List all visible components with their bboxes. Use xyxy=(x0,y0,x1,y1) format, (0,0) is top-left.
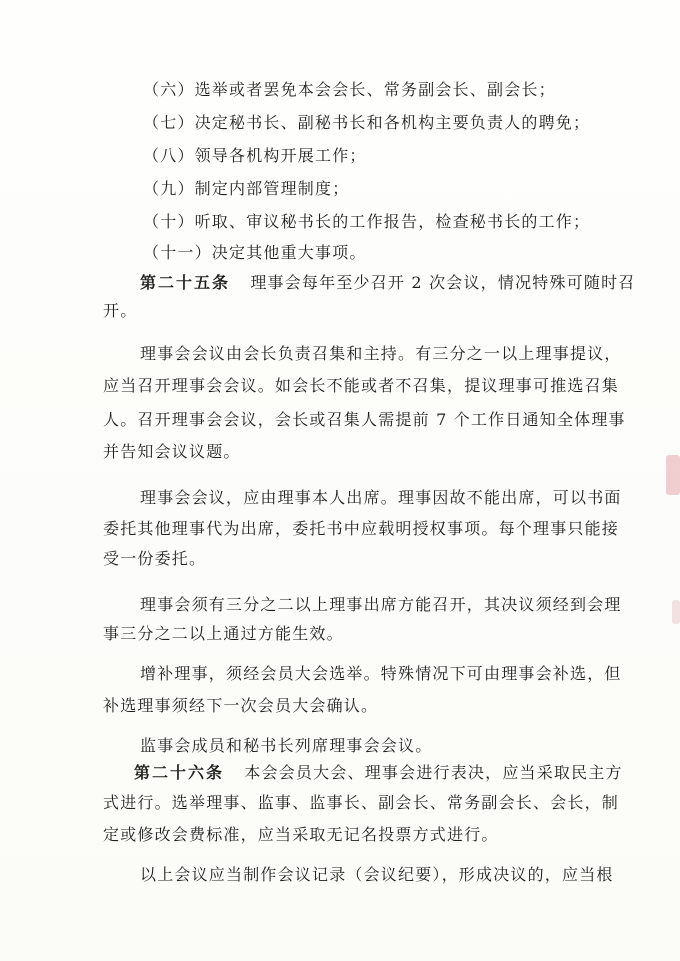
convene-line-1: 理事会会议由会长负责召集和主持。有三分之一以上理事提议， xyxy=(140,344,622,363)
list-item-7: （七）决定秘书长、副秘书长和各机构主要负责人的聘免； xyxy=(143,113,591,132)
observers-line: 监事会成员和秘书长列席理事会会议。 xyxy=(140,736,433,755)
quorum-line-1: 理事会须有三分之二以上理事出席方能召开，其决议须经到会理 xyxy=(140,595,622,614)
convene-line-2: 应当召开理事会会议。如会长不能或者不召集，提议理事可推选召集 xyxy=(103,376,620,395)
article-25-text: 理事会每年至少召开 2 次会议，情况特殊可随时召 xyxy=(250,273,636,292)
article-26-first-line xyxy=(134,763,623,783)
list-item-6: （六）选举或者罢免本会会长、常务副会长、副会长； xyxy=(143,80,556,99)
article-26-line-2: 式进行。选举理事、监事、监事长、副会长、常务副会长、会长，制 xyxy=(103,793,620,812)
list-item-9: （九）制定内部管理制度； xyxy=(143,179,350,198)
article-26-text: 本会会员大会、理事会进行表决，应当采取民主方 xyxy=(244,763,623,782)
convene-line-3: 人。召开理事会会议，会长或召集人需提前 7 个工作日通知全体理事 xyxy=(103,410,626,429)
article-26-line-3: 定或修改会费标准，应当采取无记名投票方式进行。 xyxy=(103,825,499,844)
convene-line-4: 并告知会议议题。 xyxy=(103,442,241,461)
supplement-line-2: 补选理事须经下一次会员大会确认。 xyxy=(103,696,379,715)
article-25-line-2: 开。 xyxy=(103,301,138,320)
article-25-heading: 第二十五条 xyxy=(140,273,231,292)
article-26-heading: 第二十六条 xyxy=(134,763,225,782)
seal-edge-mark xyxy=(666,455,680,495)
attend-line-2: 委托其他理事代为出席，委托书中应载明授权事项。每个理事只能接 xyxy=(103,519,620,538)
list-item-10: （十）听取、审议秘书长的工作报告，检查秘书长的工作； xyxy=(143,212,591,231)
quorum-line-2: 事三分之二以上通过方能生效。 xyxy=(103,624,344,643)
attend-line-3: 受一份委托。 xyxy=(103,549,207,568)
seal-edge-mark xyxy=(672,600,680,624)
list-item-8: （八）领导各机构开展工作； xyxy=(143,146,367,165)
supplement-line-1: 增补理事，须经会员大会选举。特殊情况下可由理事会补选，但 xyxy=(140,664,622,683)
attend-line-1: 理事会会议，应由理事本人出席。理事因故不能出席，可以书面 xyxy=(140,488,622,507)
article-25-first-line xyxy=(140,273,635,293)
minutes-line: 以上会议应当制作会议记录（会议纪要），形成决议的，应当根 xyxy=(140,865,614,884)
list-item-11: （十一）决定其他重大事项。 xyxy=(143,243,367,262)
